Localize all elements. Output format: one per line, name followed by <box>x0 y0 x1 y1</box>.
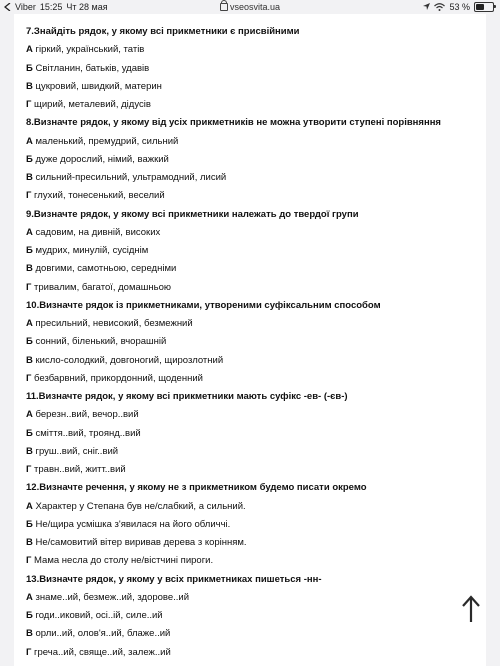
answer-option <box>26 628 170 640</box>
option-text: Не/самовитий вітер виривав дерева з корінням. <box>35 537 247 548</box>
option-letter: А <box>26 44 33 56</box>
answer-option <box>26 409 139 421</box>
option-text: безбарвний, прикордонний, щоденний <box>34 372 203 384</box>
answer-option <box>26 519 230 531</box>
option-letter: В <box>26 445 33 457</box>
option-letter: Б <box>26 610 33 621</box>
option-letter: В <box>26 80 33 92</box>
lock-icon <box>220 3 228 11</box>
answer-option <box>26 263 176 275</box>
option-text: годи..иковий, осі..ій, силе..ий <box>35 610 163 621</box>
option-text: Не/щира усмішка з'явилася на його обличчі. <box>35 518 231 530</box>
location-icon <box>423 3 430 11</box>
option-letter: Г <box>26 99 32 110</box>
question-heading <box>26 300 381 312</box>
battery-fill <box>476 4 484 10</box>
answer-option <box>26 44 144 56</box>
question-heading <box>26 391 348 403</box>
option-letter: Б <box>26 336 33 348</box>
answer-option <box>26 336 166 348</box>
option-text: орли..ий, олов'я..ий, блаже..ий <box>35 628 171 640</box>
option-text: довгими, самотньою, середніми <box>35 263 177 275</box>
option-text: щирий, металевий, дідусів <box>34 99 151 110</box>
answer-option <box>26 227 160 239</box>
question-heading <box>26 117 441 129</box>
question-text: 10.Визначте рядок із прикметниками, утвореними суфіксальним способом <box>26 299 381 311</box>
option-text: греча..ий, свяще..ий, залеж..ий <box>34 646 171 658</box>
option-letter: Г <box>26 464 32 475</box>
status-date: Чт 28 мая <box>66 2 108 12</box>
option-letter: А <box>26 135 33 147</box>
question-text: 11.Визначте рядок, у якому всі прикметники мають суфікс -ев- (-єв-) <box>26 391 348 402</box>
option-text: пресильний, невисокий, безмежний <box>35 318 193 329</box>
answer-option <box>26 282 171 294</box>
answer-option <box>26 172 226 184</box>
answer-option <box>26 501 246 513</box>
answer-option <box>26 81 162 93</box>
answer-option <box>26 99 151 111</box>
option-letter: В <box>26 172 33 183</box>
answer-option <box>26 190 165 202</box>
option-text: сонний, біленький, вчорашній <box>35 336 167 348</box>
option-text: березн..вий, вечор..вий <box>35 409 139 421</box>
answer-option <box>26 373 203 385</box>
option-text: Характер у Степана був не/слабкий, а сильний. <box>35 500 246 512</box>
question-text: 9.Визначте рядок, у якому всі прикметники належать до твердої групи <box>26 208 359 220</box>
option-letter: В <box>26 628 33 640</box>
answer-option <box>26 154 169 166</box>
option-letter: А <box>26 409 33 421</box>
answer-option <box>26 318 193 330</box>
option-letter: Б <box>26 153 33 165</box>
answer-option <box>26 464 126 476</box>
answer-option <box>26 428 141 440</box>
question-heading <box>26 209 359 221</box>
answer-option <box>26 245 148 257</box>
option-text: травн..вий, житт..вий <box>34 464 126 475</box>
option-text: тривалим, багатої, домашньою <box>34 281 172 293</box>
page-content <box>14 14 486 666</box>
option-letter: Г <box>26 555 32 567</box>
answer-option <box>26 610 163 622</box>
option-letter: Б <box>26 427 33 439</box>
option-letter: Б <box>26 245 33 256</box>
option-letter: А <box>26 226 33 238</box>
option-letter: Г <box>26 646 32 658</box>
option-letter: А <box>26 500 33 512</box>
question-text: 7.Знайдіть рядок, у якому всі прикметники є присвійними <box>26 26 300 37</box>
option-text: садовим, на дивній, високих <box>35 226 161 238</box>
wifi-icon <box>434 3 445 11</box>
back-app-label[interactable]: Viber <box>15 2 36 12</box>
arrow-up-icon[interactable] <box>456 594 486 624</box>
option-text: маленький, премудрий, сильний <box>35 135 179 147</box>
option-text: сміття..вий, троянд..вий <box>35 427 141 439</box>
option-letter: Г <box>26 281 32 293</box>
status-bar <box>0 0 500 14</box>
battery-percent: 53 % <box>449 2 470 12</box>
option-text: Мама несла до столу не/вістчині пироги. <box>34 555 214 567</box>
option-letter: А <box>26 318 33 329</box>
question-heading <box>26 574 322 586</box>
option-letter: В <box>26 263 33 275</box>
option-text: гіркий, український, татів <box>35 44 145 56</box>
option-text: глухий, тонесенький, веселий <box>34 190 165 202</box>
option-text: сильний-пресильний, ультрамодний, лисий <box>35 172 227 183</box>
question-heading <box>26 482 367 494</box>
answer-option <box>26 555 213 567</box>
question-heading <box>26 26 300 38</box>
url-text: vseosvita.ua <box>229 2 281 12</box>
answer-option <box>26 355 223 367</box>
question-text: 12.Визначте речення, у якому не з прикметником будемо писати окремо <box>26 482 367 494</box>
option-letter: А <box>26 591 33 603</box>
option-letter: Г <box>26 372 32 384</box>
status-right <box>423 2 494 12</box>
option-letter: Б <box>26 62 33 74</box>
battery-icon <box>474 2 494 12</box>
option-text: груш..вий, сніг..вий <box>35 445 119 457</box>
option-text: знаме..ий, безмеж..ий, здорове..ий <box>35 591 190 603</box>
option-letter: Г <box>26 190 32 202</box>
option-text: цукровий, швидкий, материн <box>35 80 162 92</box>
option-text: кисло-солодкий, довгоногий, щирозлотний <box>35 354 224 366</box>
option-text: Світланин, батьків, удавів <box>35 62 150 74</box>
answer-option <box>26 592 189 604</box>
option-text: мудрих, минулій, сусіднім <box>35 245 149 256</box>
answer-option <box>26 537 247 549</box>
question-text: 8.Визначте рядок, у якому від усіх прикметників не можна утворити ступені порівняння <box>26 117 441 129</box>
answer-option <box>26 647 171 659</box>
status-time: 15:25 <box>39 2 63 12</box>
option-text: дуже дорослий, німий, важкий <box>35 153 169 165</box>
option-letter: Б <box>26 518 33 530</box>
answer-option <box>26 63 149 75</box>
question-text: 13.Визначте рядок, у якому у всіх прикметниках пишеться -нн- <box>26 573 322 585</box>
answer-option <box>26 136 178 148</box>
option-letter: В <box>26 537 33 548</box>
option-letter: В <box>26 354 33 366</box>
answer-option <box>26 446 118 458</box>
